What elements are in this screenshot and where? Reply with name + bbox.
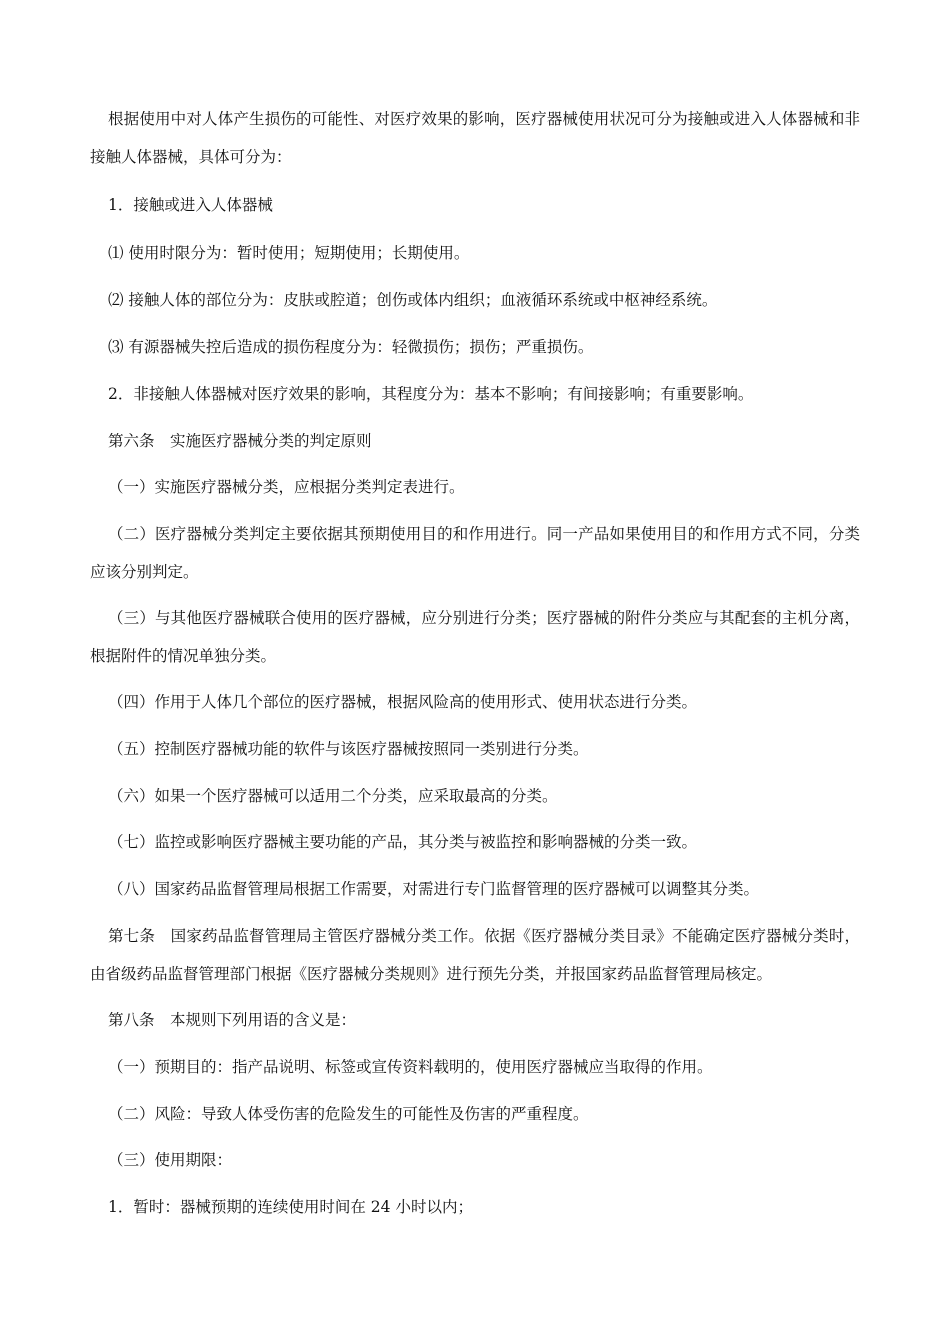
paragraph-subitem-1: ⑴ 使用时限分为：暂时使用；短期使用；长期使用。 <box>108 244 470 262</box>
article-8-definition-3: （三）使用期限： <box>108 1151 233 1169</box>
paragraph-subitem-3: ⑶ 有源器械失控后造成的损伤程度分为：轻微损伤；损伤；严重损伤。 <box>108 338 594 356</box>
paragraph-subitem-2: ⑵ 接触人体的部位分为：皮肤或腔道；创伤或体内组织；血液循环系统或中枢神经系统。 <box>108 291 718 309</box>
paragraph-item-2: 2．非接触人体器械对医疗效果的影响，其程度分为：基本不影响；有间接影响；有重要影响。 <box>108 385 754 403</box>
article-8-definition-3-item-1: 1．暂时：器械预期的连续使用时间在 24 小时以内； <box>108 1198 473 1216</box>
article-6-clause-3: （三）与其他医疗器械联合使用的医疗器械，应分别进行分类；医疗器械的附件分类应与其配套的主机分离，根据附件的情况单独分类。 <box>90 609 860 665</box>
article-6-clause-4: （四）作用于人体几个部位的医疗器械，根据风险高的使用形式、使用状态进行分类。 <box>108 693 698 711</box>
article-6-clause-7: （七）监控或影响医疗器械主要功能的产品，其分类与被监控和影响器械的分类一致。 <box>108 833 698 851</box>
article-6-clause-8: （八）国家药品监督管理局根据工作需要，对需进行专门监督管理的医疗器械可以调整其分类。 <box>108 880 760 898</box>
article-8-definition-2: （二）风险：导致人体受伤害的危险发生的可能性及伤害的严重程度。 <box>108 1105 589 1123</box>
paragraph-intro: 根据使用中对人体产生损伤的可能性、对医疗效果的影响，医疗器械使用状况可分为接触或进入人体器械和非接触人体器械，具体可分为： <box>90 110 860 166</box>
paragraph-item-1: 1．接触或进入人体器械 <box>108 196 273 214</box>
article-6-clause-6: （六）如果一个医疗器械可以适用二个分类，应采取最高的分类。 <box>108 787 558 805</box>
article-6-clause-2: （二）医疗器械分类判定主要依据其预期使用目的和作用进行。同一产品如果使用目的和作用方式不同，分类应该分别判定。 <box>90 525 860 581</box>
article-6-heading: 第六条 实施医疗器械分类的判定原则 <box>108 432 372 450</box>
article-8-definition-1: （一）预期目的：指产品说明、标签或宣传资料载明的，使用医疗器械应当取得的作用。 <box>108 1058 713 1076</box>
article-6-clause-1: （一）实施医疗器械分类，应根据分类判定表进行。 <box>108 478 465 496</box>
article-8-heading: 第八条 本规则下列用语的含义是： <box>108 1011 357 1029</box>
article-6-clause-5: （五）控制医疗器械功能的软件与该医疗器械按照同一类别进行分类。 <box>108 740 589 758</box>
article-7: 第七条 国家药品监督管理局主管医疗器械分类工作。依据《医疗器械分类目录》不能确定医疗器械分类时，由省级药品监督管理部门根据《医疗器械分类规则》进行预先分类，并报国家药品监督管理局核定。 <box>90 927 860 983</box>
